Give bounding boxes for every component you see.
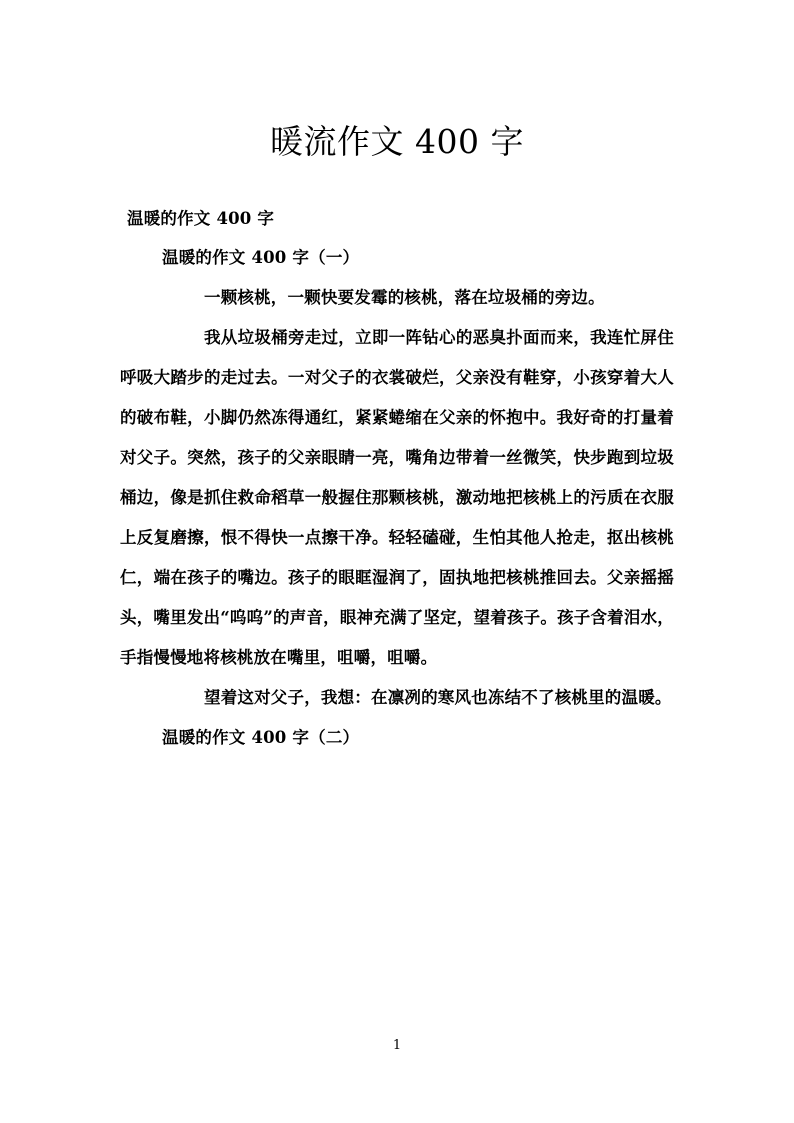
section-heading-one: 温暖的作文 400 字（一） <box>162 248 360 268</box>
subtitle-line: 温暖的作文 400 字 <box>127 208 275 228</box>
body-paragraph-3: 望着这对父子，我想：在凛冽的寒风也冻结不了核桃里的温暖。 <box>204 687 672 707</box>
section-heading-two: 温暖的作文 400 字（二） <box>162 727 360 747</box>
body-paragraph-1: 一颗核桃，一颗快要发霉的核桃，落在垃圾桶的旁边。 <box>204 288 605 308</box>
body-paragraph-2: 我从垃圾桶旁走过，立即一阵钻心的恶臭扑面而来，我连忙屏住呼吸大踏步的走过去。一对父子的衣裳破烂，父亲没有鞋穿，小孩穿着大人的破布鞋，小脚仍然冻得通红，紧紧蜷缩在父亲的怀抱中。我好奇的打量着对父子。突然，孩子的父亲眼睛一亮，嘴角边带着一丝微笑，快步跑到垃圾桶边，像是抓住救命稻草一般握住那颗核桃，激动地把核桃上的污质在衣服上反复磨擦，恨不得快一点擦干净。轻轻磕碰，生怕其他人抢走，抠出核桃仁，端在孩子的嘴边。孩子的眼眶湿润了，固执地把核桃推回去。父亲摇摇头，嘴里发出“呜呜”的声音，眼神充满了坚定，望着孩子。孩子含着泪水，手指慢慢地将核桃放在嘴里，咀嚼，咀嚼。 <box>120 328 674 667</box>
document-body <box>120 120 674 757</box>
page-title: 暖流作文 400 字 <box>270 122 524 161</box>
page-number: 1 <box>392 1038 402 1053</box>
